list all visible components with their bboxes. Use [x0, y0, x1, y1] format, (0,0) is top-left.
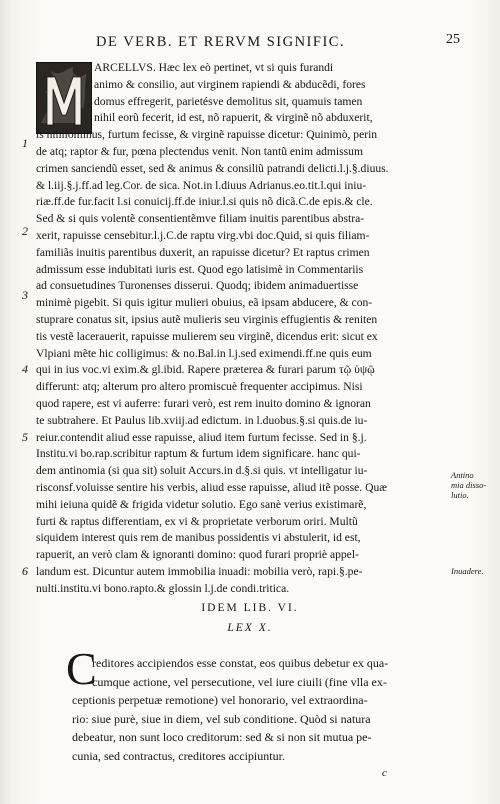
side-note-line: lutio.: [451, 490, 469, 500]
text-line: admissum esse indubitati iuris est. Quod ego latisimè in Commentariis: [36, 262, 364, 276]
text-line: is nihilominus, furtum fecisse, & virginẽ rapuisse dicetur: Quinimò, perin: [36, 128, 378, 142]
folio-number: 25: [446, 32, 460, 47]
text-line: cunia, sed contractus, creditores accipiuntur.: [72, 748, 285, 763]
text-line: stuprare conatus sit, ipsius autẽ mulieris seu virginis effugientis & reniten: [36, 312, 378, 326]
text-line: de atq; raptor & fur, pœna plectendus venit. Non tantũ enim admissum: [36, 144, 363, 158]
margin-number: 5: [22, 430, 28, 444]
text-line: rio: siue purè, siue in diem, vel sub conditione. Quòd si natura: [72, 711, 371, 726]
text-line: reiur.contendit aliud esse rapuisse, aliud item furtum fecisse. Sed in §.j.: [36, 430, 367, 444]
text-line: nihil eorũ fecerit, id est, nõ rapuerit, & virginẽ nõ abduxerit,: [94, 111, 373, 125]
text-line: risconsf.voluisse sentire his verbis, aliud esse rapuisse, aliud itẽ posse. Quæ: [36, 480, 387, 494]
text-line: Sed & si quis volentẽ consentientẽmve filiam inuitis parentibus abstra-: [36, 212, 365, 226]
text-line: xerit, rapuisse censebitur.l.j.C.de raptu virg.vbi doc.Quid, si quis filiam-: [36, 228, 370, 242]
text-line: mihi ieiuna quidẽ & frigida videtur solutio. Ego sanè verius existimarẽ,: [36, 497, 367, 511]
lex-x-text: [72, 654, 448, 765]
text-line: rapuerit, an verò clam & ignoranti domino: quod furari propriè appel-: [36, 548, 359, 562]
text-line: differunt: atq; alterum pro altero promiscuè frequenter accipimus. Nisi: [36, 380, 363, 394]
text-line: minimè pigebit. Si quis igitur mulieri obuius, eã ipsam abducere, & con-: [36, 296, 373, 310]
commentary-text: [36, 60, 448, 598]
text-line: quod rapere, est vi auferre: furari verò, est rem inuito domino & ignoran: [36, 396, 371, 410]
lex-title: LEX X.: [227, 622, 273, 634]
signature-mark: c: [382, 767, 387, 779]
text-line: ARCELLVS. Hæc lex eò pertinet, vt si quis furandi: [94, 61, 334, 74]
text-line: ad consuetudines Turonenses disserui. Quodq; ibidem animaduertisse: [36, 279, 359, 293]
text-line: cumque actione, vel persecutione, vel iure ciuili (fine vlla ex-: [92, 674, 387, 689]
text-line: tis vestẽ lacerauerit, rapuisse mulierem seu virginẽ, dicendus erit: sicut ex: [36, 329, 378, 343]
running-head: DE VERB. ET RERVM SIGNIFIC.: [96, 34, 346, 50]
text-line: domus effregerit, parietésve demolitus sit, quamuis tamen: [94, 94, 363, 108]
text-line: crimen sanciendũ esset, sed & animus & consiliũ patrandi delicti.l.j.§.diuus.: [36, 161, 389, 175]
margin-number: 1: [22, 136, 28, 150]
margin-number: 2: [22, 224, 28, 238]
text-line: nulti.institu.vi bono.rapto.& glossin l.j.de condi.tritica.: [36, 581, 290, 595]
side-note-inuadere: Inuadere.: [451, 566, 484, 576]
text-line: siquidem interest quis rem de manibus possidentis vi abstulerit, id est,: [36, 531, 361, 545]
text-line: Institu.vi bo.rap.scribitur raptum & furtum idem significare. hanc qui-: [36, 447, 361, 461]
text-line: furti & raptus differentiam, ex vi & proprietate verborum oriri. Multũ: [36, 514, 358, 528]
text-line: & l.iij.§.j.ff.ad leg.Cor. de sica. Not.in l.diuus Adrianus.eo.tit.l.qui iniu-: [36, 178, 367, 192]
text-line: te subtrahere. Et Paulus lib.xviij.ad edictum. in l.duobus.§.si quis.de iu-: [36, 413, 368, 427]
margin-number: 4: [22, 362, 28, 376]
side-note-line: Antino: [451, 470, 474, 480]
text-line: landum est. Dicuntur autem immobilia inuadi: mobilia verò, rapi.§.pe-: [36, 564, 363, 578]
initial-letter-c: C: [66, 643, 97, 694]
text-line: dem antinomia (si qua sit) soluit Accurs.in d.§.si quis. vt intelligatur iu-: [36, 464, 368, 478]
section-heading: IDEM LIB. VI.: [201, 602, 299, 614]
text-line: familiãs inuitis parentibus duxerit, an rapuisse dicetur? Et raptus crimen: [36, 245, 370, 259]
text-line: reditores accipiendos esse constat, eos quibus debetur ex qua-: [92, 656, 389, 670]
margin-number: 3: [22, 288, 28, 302]
text-line: debeatur, non sunt loco creditorum: sed & si non sit mutua pe-: [72, 730, 372, 744]
text-line: riæ.ff.de fur.facit l.si conuicij.ff.de iniur.l.si quis nõ dicã.C.de epis.& cle.: [36, 195, 373, 209]
side-note-line: mia disso-: [451, 480, 487, 490]
text-line: Vlpiani mẽte hic colligimus: & no.Bal.in l.j.sed eximendi.ff.ne quis eum: [36, 346, 372, 360]
page-header: [0, 34, 500, 58]
text-line: qui in ius voc.vi exim.& gl.ibid. Rapere præterea & furari parum τῷ ὑψῷ: [36, 363, 375, 377]
text-line: animo & consilio, aut virginem rapiendi & abducẽdi, fores: [94, 77, 366, 91]
margin-number: 6: [22, 564, 28, 578]
text-line: ceptionis perpetuæ remotione) vel honorario, vel extraordina-: [72, 693, 368, 707]
side-note-antinomia: [451, 470, 486, 500]
